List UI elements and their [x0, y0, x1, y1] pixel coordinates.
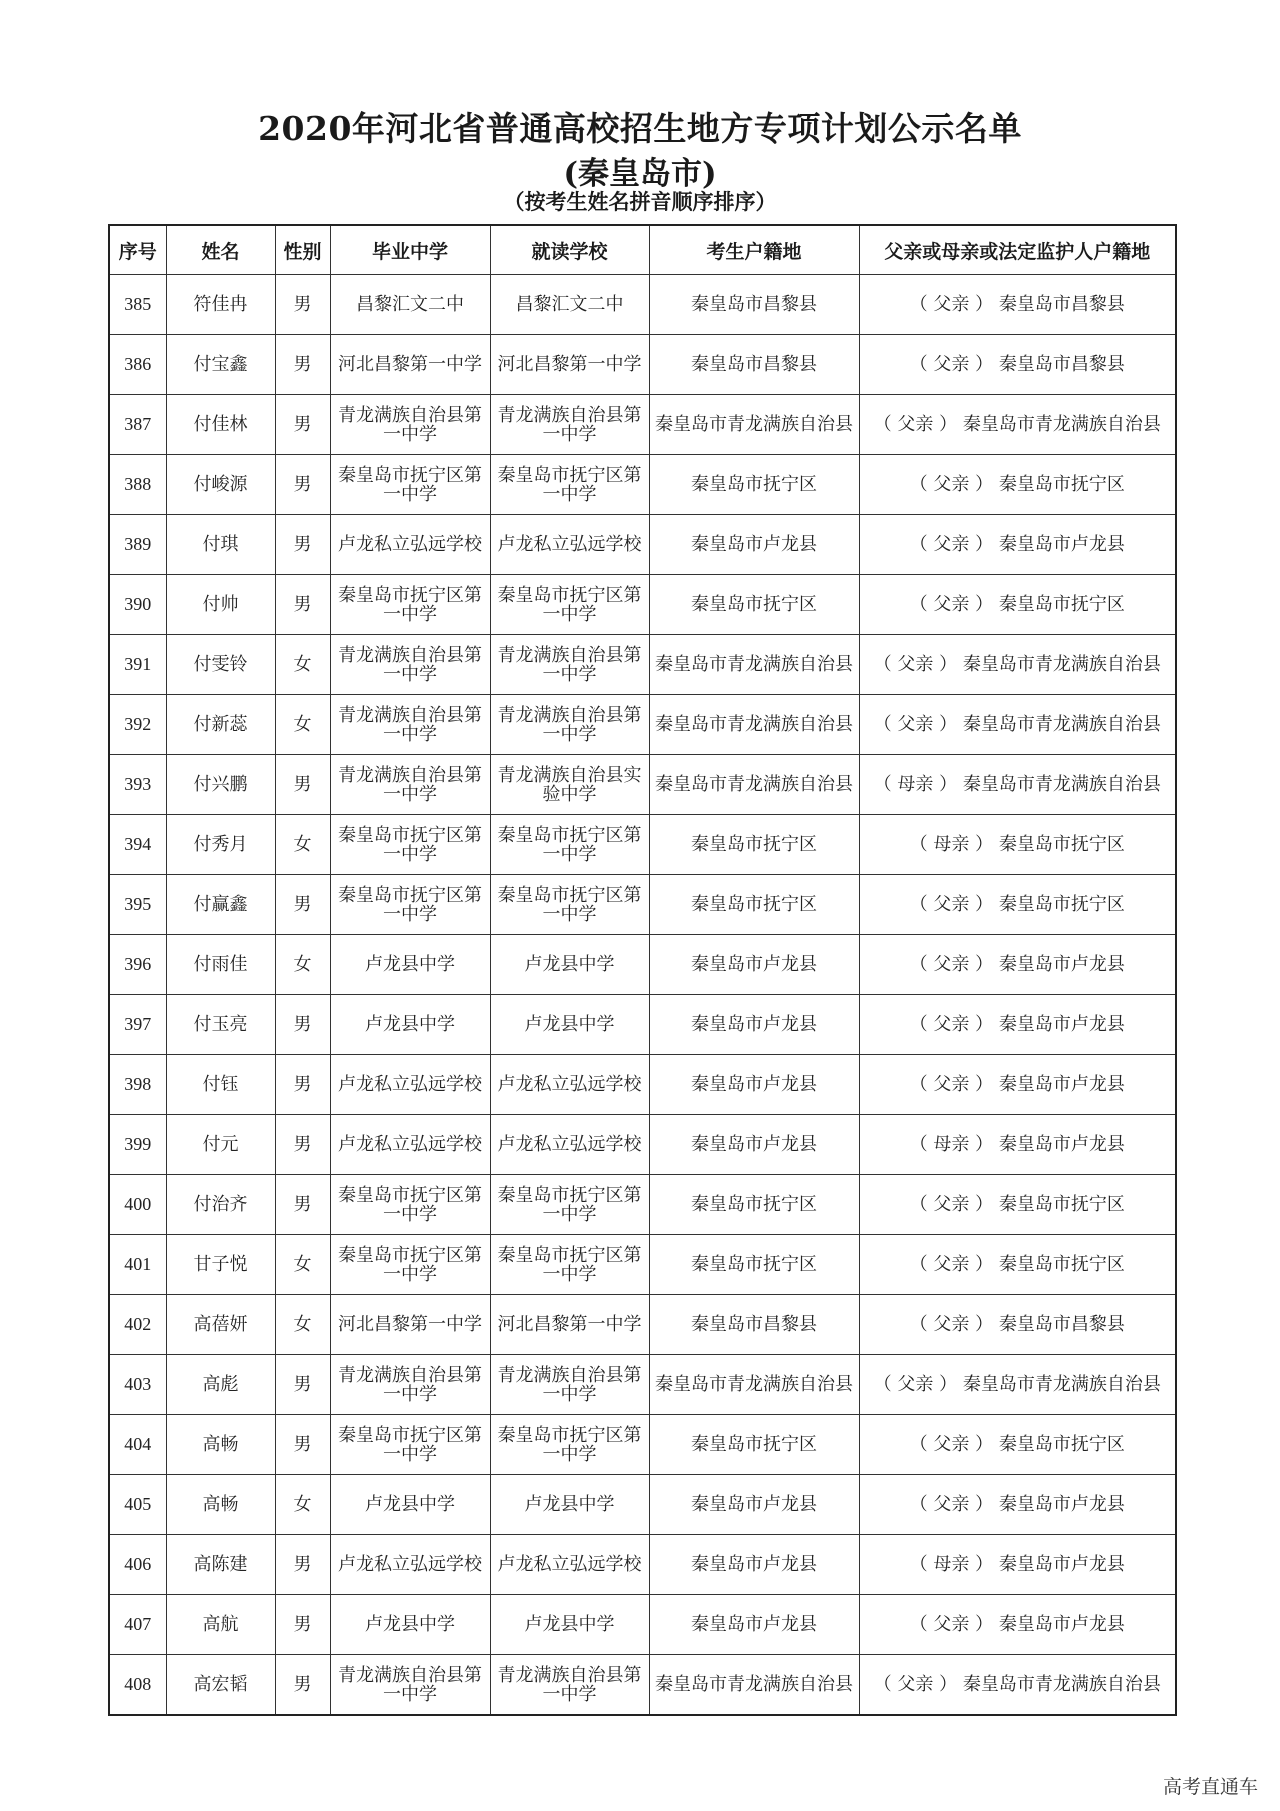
- cell-current-school: 秦皇岛市抚宁区第一中学: [490, 815, 649, 875]
- table-row: [109, 995, 1176, 1055]
- cell-seq: 404: [109, 1415, 166, 1475]
- cell-gender: 女: [275, 935, 330, 995]
- table-row: [109, 1175, 1176, 1235]
- cell-current-school: 青龙满族自治县实验中学: [490, 755, 649, 815]
- cell-guardian-residence: （ 父亲 ） 秦皇岛市昌黎县: [859, 275, 1176, 335]
- cell-guardian-residence: （ 父亲 ） 秦皇岛市抚宁区: [859, 1415, 1176, 1475]
- cell-grad-school: 卢龙私立弘远学校: [330, 515, 490, 575]
- table-row: [109, 515, 1176, 575]
- cell-name: 高畅: [166, 1415, 275, 1475]
- cell-current-school: 卢龙县中学: [490, 1475, 649, 1535]
- cell-residence: 秦皇岛市抚宁区: [649, 1415, 859, 1475]
- table-row: [109, 935, 1176, 995]
- cell-gender: 男: [275, 995, 330, 1055]
- cell-seq: 403: [109, 1355, 166, 1415]
- cell-current-school: 河北昌黎第一中学: [490, 1295, 649, 1355]
- cell-grad-school: 卢龙私立弘远学校: [330, 1115, 490, 1175]
- cell-residence: 秦皇岛市青龙满族自治县: [649, 395, 859, 455]
- cell-gender: 男: [275, 515, 330, 575]
- cell-residence: 秦皇岛市昌黎县: [649, 275, 859, 335]
- document-sort-note: （按考生姓名拼音顺序排序）: [503, 189, 777, 214]
- cell-residence: 秦皇岛市卢龙县: [649, 1595, 859, 1655]
- cell-gender: 男: [275, 1175, 330, 1235]
- cell-name: 甘子悦: [166, 1235, 275, 1295]
- table-row: [109, 815, 1176, 875]
- cell-residence: 秦皇岛市青龙满族自治县: [649, 1655, 859, 1716]
- table-row: [109, 755, 1176, 815]
- cell-grad-school: 青龙满族自治县第一中学: [330, 635, 490, 695]
- cell-current-school: 秦皇岛市抚宁区第一中学: [490, 1235, 649, 1295]
- cell-grad-school: 卢龙私立弘远学校: [330, 1055, 490, 1115]
- cell-grad-school: 秦皇岛市抚宁区第一中学: [330, 1175, 490, 1235]
- cell-guardian-residence: （ 父亲 ） 秦皇岛市卢龙县: [859, 995, 1176, 1055]
- cell-guardian-residence: （ 父亲 ） 秦皇岛市卢龙县: [859, 935, 1176, 995]
- roster-body: [109, 275, 1176, 1716]
- cell-name: 付兴鹏: [166, 755, 275, 815]
- cell-current-school: 青龙满族自治县第一中学: [490, 395, 649, 455]
- cell-grad-school: 昌黎汇文二中: [330, 275, 490, 335]
- cell-gender: 男: [275, 755, 330, 815]
- cell-guardian-residence: （ 母亲 ） 秦皇岛市卢龙县: [859, 1535, 1176, 1595]
- cell-gender: 男: [275, 1655, 330, 1716]
- table-row: [109, 275, 1176, 335]
- cell-current-school: 卢龙县中学: [490, 1595, 649, 1655]
- cell-gender: 男: [275, 575, 330, 635]
- cell-seq: 399: [109, 1115, 166, 1175]
- cell-residence: 秦皇岛市卢龙县: [649, 1535, 859, 1595]
- cell-grad-school: 河北昌黎第一中学: [330, 1295, 490, 1355]
- header-residence: 考生户籍地: [649, 225, 859, 275]
- cell-gender: 女: [275, 1475, 330, 1535]
- cell-guardian-residence: （ 父亲 ） 秦皇岛市青龙满族自治县: [859, 1355, 1176, 1415]
- header-row: [109, 225, 1176, 275]
- cell-name: 付新蕊: [166, 695, 275, 755]
- cell-guardian-residence: （ 父亲 ） 秦皇岛市卢龙县: [859, 1055, 1176, 1115]
- cell-current-school: 卢龙县中学: [490, 995, 649, 1055]
- cell-gender: 女: [275, 635, 330, 695]
- cell-gender: 男: [275, 335, 330, 395]
- cell-gender: 男: [275, 1415, 330, 1475]
- table-row: [109, 1475, 1176, 1535]
- cell-current-school: 秦皇岛市抚宁区第一中学: [490, 1175, 649, 1235]
- cell-name: 付元: [166, 1115, 275, 1175]
- table-row: [109, 635, 1176, 695]
- cell-residence: 秦皇岛市卢龙县: [649, 935, 859, 995]
- table-row: [109, 335, 1176, 395]
- cell-grad-school: 青龙满族自治县第一中学: [330, 1655, 490, 1716]
- header-current-school: 就读学校: [490, 225, 649, 275]
- cell-grad-school: 秦皇岛市抚宁区第一中学: [330, 1235, 490, 1295]
- cell-guardian-residence: （ 母亲 ） 秦皇岛市青龙满族自治县: [859, 755, 1176, 815]
- cell-residence: 秦皇岛市卢龙县: [649, 1475, 859, 1535]
- cell-guardian-residence: （ 父亲 ） 秦皇岛市卢龙县: [859, 1475, 1176, 1535]
- cell-residence: 秦皇岛市抚宁区: [649, 575, 859, 635]
- cell-name: 付佳林: [166, 395, 275, 455]
- cell-name: 付琪: [166, 515, 275, 575]
- cell-name: 付雯铃: [166, 635, 275, 695]
- cell-residence: 秦皇岛市昌黎县: [649, 335, 859, 395]
- cell-grad-school: 秦皇岛市抚宁区第一中学: [330, 1415, 490, 1475]
- cell-gender: 男: [275, 875, 330, 935]
- cell-seq: 408: [109, 1655, 166, 1716]
- cell-guardian-residence: （ 父亲 ） 秦皇岛市昌黎县: [859, 335, 1176, 395]
- header-gender: 性别: [275, 225, 330, 275]
- cell-residence: 秦皇岛市抚宁区: [649, 1235, 859, 1295]
- cell-current-school: 秦皇岛市抚宁区第一中学: [490, 875, 649, 935]
- cell-current-school: 青龙满族自治县第一中学: [490, 1355, 649, 1415]
- cell-current-school: 卢龙私立弘远学校: [490, 1115, 649, 1175]
- cell-grad-school: 卢龙县中学: [330, 935, 490, 995]
- cell-grad-school: 青龙满族自治县第一中学: [330, 1355, 490, 1415]
- cell-grad-school: 青龙满族自治县第一中学: [330, 395, 490, 455]
- cell-name: 符佳冉: [166, 275, 275, 335]
- cell-gender: 男: [275, 1055, 330, 1115]
- cell-guardian-residence: （ 父亲 ） 秦皇岛市卢龙县: [859, 515, 1176, 575]
- cell-seq: 402: [109, 1295, 166, 1355]
- header-guardian-residence: 父亲或母亲或法定监护人户籍地: [859, 225, 1176, 275]
- cell-seq: 394: [109, 815, 166, 875]
- table-row: [109, 1115, 1176, 1175]
- cell-guardian-residence: （ 父亲 ） 秦皇岛市青龙满族自治县: [859, 635, 1176, 695]
- table-row: [109, 575, 1176, 635]
- cell-guardian-residence: （ 父亲 ） 秦皇岛市抚宁区: [859, 455, 1176, 515]
- cell-current-school: 青龙满族自治县第一中学: [490, 635, 649, 695]
- cell-grad-school: 秦皇岛市抚宁区第一中学: [330, 575, 490, 635]
- cell-guardian-residence: （ 父亲 ） 秦皇岛市抚宁区: [859, 1235, 1176, 1295]
- cell-name: 高宏韬: [166, 1655, 275, 1716]
- cell-residence: 秦皇岛市抚宁区: [649, 1175, 859, 1235]
- table-row: [109, 1415, 1176, 1475]
- cell-residence: 秦皇岛市青龙满族自治县: [649, 635, 859, 695]
- cell-guardian-residence: （ 父亲 ） 秦皇岛市青龙满族自治县: [859, 395, 1176, 455]
- table-row: [109, 1355, 1176, 1415]
- cell-gender: 男: [275, 1115, 330, 1175]
- cell-gender: 女: [275, 815, 330, 875]
- cell-residence: 秦皇岛市卢龙县: [649, 1115, 859, 1175]
- cell-residence: 秦皇岛市青龙满族自治县: [649, 695, 859, 755]
- table-row: [109, 875, 1176, 935]
- cell-seq: 395: [109, 875, 166, 935]
- cell-guardian-residence: （ 母亲 ） 秦皇岛市卢龙县: [859, 1115, 1176, 1175]
- cell-gender: 男: [275, 455, 330, 515]
- cell-current-school: 卢龙私立弘远学校: [490, 515, 649, 575]
- cell-seq: 391: [109, 635, 166, 695]
- cell-gender: 男: [275, 1355, 330, 1415]
- cell-residence: 秦皇岛市青龙满族自治县: [649, 755, 859, 815]
- document-city: (秦皇岛市): [563, 156, 717, 192]
- cell-grad-school: 秦皇岛市抚宁区第一中学: [330, 815, 490, 875]
- cell-gender: 女: [275, 695, 330, 755]
- header-name: 姓名: [166, 225, 275, 275]
- cell-gender: 男: [275, 395, 330, 455]
- cell-guardian-residence: （ 父亲 ） 秦皇岛市昌黎县: [859, 1295, 1176, 1355]
- cell-name: 高畅: [166, 1475, 275, 1535]
- cell-guardian-residence: （ 父亲 ） 秦皇岛市卢龙县: [859, 1595, 1176, 1655]
- table-row: [109, 395, 1176, 455]
- cell-grad-school: 卢龙县中学: [330, 1475, 490, 1535]
- cell-residence: 秦皇岛市卢龙县: [649, 515, 859, 575]
- cell-name: 高陈建: [166, 1535, 275, 1595]
- cell-current-school: 昌黎汇文二中: [490, 275, 649, 335]
- cell-seq: 386: [109, 335, 166, 395]
- cell-seq: 390: [109, 575, 166, 635]
- cell-name: 付宝鑫: [166, 335, 275, 395]
- table-row: [109, 1055, 1176, 1115]
- cell-name: 付钰: [166, 1055, 275, 1115]
- table-row: [109, 1655, 1176, 1716]
- cell-current-school: 卢龙私立弘远学校: [490, 1535, 649, 1595]
- cell-name: 付治齐: [166, 1175, 275, 1235]
- cell-grad-school: 秦皇岛市抚宁区第一中学: [330, 875, 490, 935]
- cell-residence: 秦皇岛市昌黎县: [649, 1295, 859, 1355]
- cell-guardian-residence: （ 父亲 ） 秦皇岛市青龙满族自治县: [859, 695, 1176, 755]
- cell-grad-school: 秦皇岛市抚宁区第一中学: [330, 455, 490, 515]
- cell-name: 付赢鑫: [166, 875, 275, 935]
- cell-grad-school: 河北昌黎第一中学: [330, 335, 490, 395]
- cell-seq: 392: [109, 695, 166, 755]
- cell-gender: 男: [275, 1535, 330, 1595]
- cell-seq: 396: [109, 935, 166, 995]
- cell-name: 付玉亮: [166, 995, 275, 1055]
- cell-name: 付秀月: [166, 815, 275, 875]
- cell-seq: 389: [109, 515, 166, 575]
- cell-gender: 女: [275, 1235, 330, 1295]
- cell-name: 付峻源: [166, 455, 275, 515]
- cell-residence: 秦皇岛市抚宁区: [649, 455, 859, 515]
- cell-seq: 397: [109, 995, 166, 1055]
- cell-seq: 398: [109, 1055, 166, 1115]
- cell-grad-school: 卢龙私立弘远学校: [330, 1535, 490, 1595]
- table-row: [109, 1235, 1176, 1295]
- cell-gender: 女: [275, 1295, 330, 1355]
- cell-name: 付雨佳: [166, 935, 275, 995]
- cell-current-school: 秦皇岛市抚宁区第一中学: [490, 455, 649, 515]
- table-row: [109, 455, 1176, 515]
- cell-current-school: 卢龙私立弘远学校: [490, 1055, 649, 1115]
- table-row: [109, 1535, 1176, 1595]
- cell-current-school: 青龙满族自治县第一中学: [490, 695, 649, 755]
- cell-seq: 400: [109, 1175, 166, 1235]
- cell-guardian-residence: （ 父亲 ） 秦皇岛市青龙满族自治县: [859, 1655, 1176, 1716]
- cell-residence: 秦皇岛市抚宁区: [649, 875, 859, 935]
- cell-guardian-residence: （ 父亲 ） 秦皇岛市抚宁区: [859, 875, 1176, 935]
- cell-guardian-residence: （ 母亲 ） 秦皇岛市抚宁区: [859, 815, 1176, 875]
- cell-current-school: 秦皇岛市抚宁区第一中学: [490, 575, 649, 635]
- cell-current-school: 河北昌黎第一中学: [490, 335, 649, 395]
- cell-name: 高航: [166, 1595, 275, 1655]
- watermark: 高考直通车: [1162, 1776, 1258, 1798]
- table-row: [109, 1295, 1176, 1355]
- cell-seq: 401: [109, 1235, 166, 1295]
- cell-name: 高蓓妍: [166, 1295, 275, 1355]
- header-grad-school: 毕业中学: [330, 225, 490, 275]
- cell-grad-school: 青龙满族自治县第一中学: [330, 695, 490, 755]
- cell-seq: 406: [109, 1535, 166, 1595]
- cell-residence: 秦皇岛市抚宁区: [649, 815, 859, 875]
- cell-seq: 405: [109, 1475, 166, 1535]
- cell-current-school: 秦皇岛市抚宁区第一中学: [490, 1415, 649, 1475]
- cell-current-school: 卢龙县中学: [490, 935, 649, 995]
- cell-residence: 秦皇岛市卢龙县: [649, 995, 859, 1055]
- cell-grad-school: 青龙满族自治县第一中学: [330, 755, 490, 815]
- cell-seq: 385: [109, 275, 166, 335]
- document-title: 2020年河北省普通高校招生地方专项计划公示名单: [258, 109, 1022, 148]
- cell-gender: 男: [275, 275, 330, 335]
- cell-guardian-residence: （ 父亲 ） 秦皇岛市抚宁区: [859, 1175, 1176, 1235]
- cell-residence: 秦皇岛市青龙满族自治县: [649, 1355, 859, 1415]
- header-seq: 序号: [109, 225, 166, 275]
- cell-seq: 387: [109, 395, 166, 455]
- table-row: [109, 695, 1176, 755]
- cell-name: 付帅: [166, 575, 275, 635]
- cell-seq: 393: [109, 755, 166, 815]
- roster-table: [108, 224, 1177, 1716]
- cell-current-school: 青龙满族自治县第一中学: [490, 1655, 649, 1716]
- cell-grad-school: 卢龙县中学: [330, 995, 490, 1055]
- cell-name: 高彪: [166, 1355, 275, 1415]
- cell-seq: 407: [109, 1595, 166, 1655]
- cell-grad-school: 卢龙县中学: [330, 1595, 490, 1655]
- cell-gender: 男: [275, 1595, 330, 1655]
- table-row: [109, 1595, 1176, 1655]
- cell-seq: 388: [109, 455, 166, 515]
- cell-guardian-residence: （ 父亲 ） 秦皇岛市抚宁区: [859, 575, 1176, 635]
- cell-residence: 秦皇岛市卢龙县: [649, 1055, 859, 1115]
